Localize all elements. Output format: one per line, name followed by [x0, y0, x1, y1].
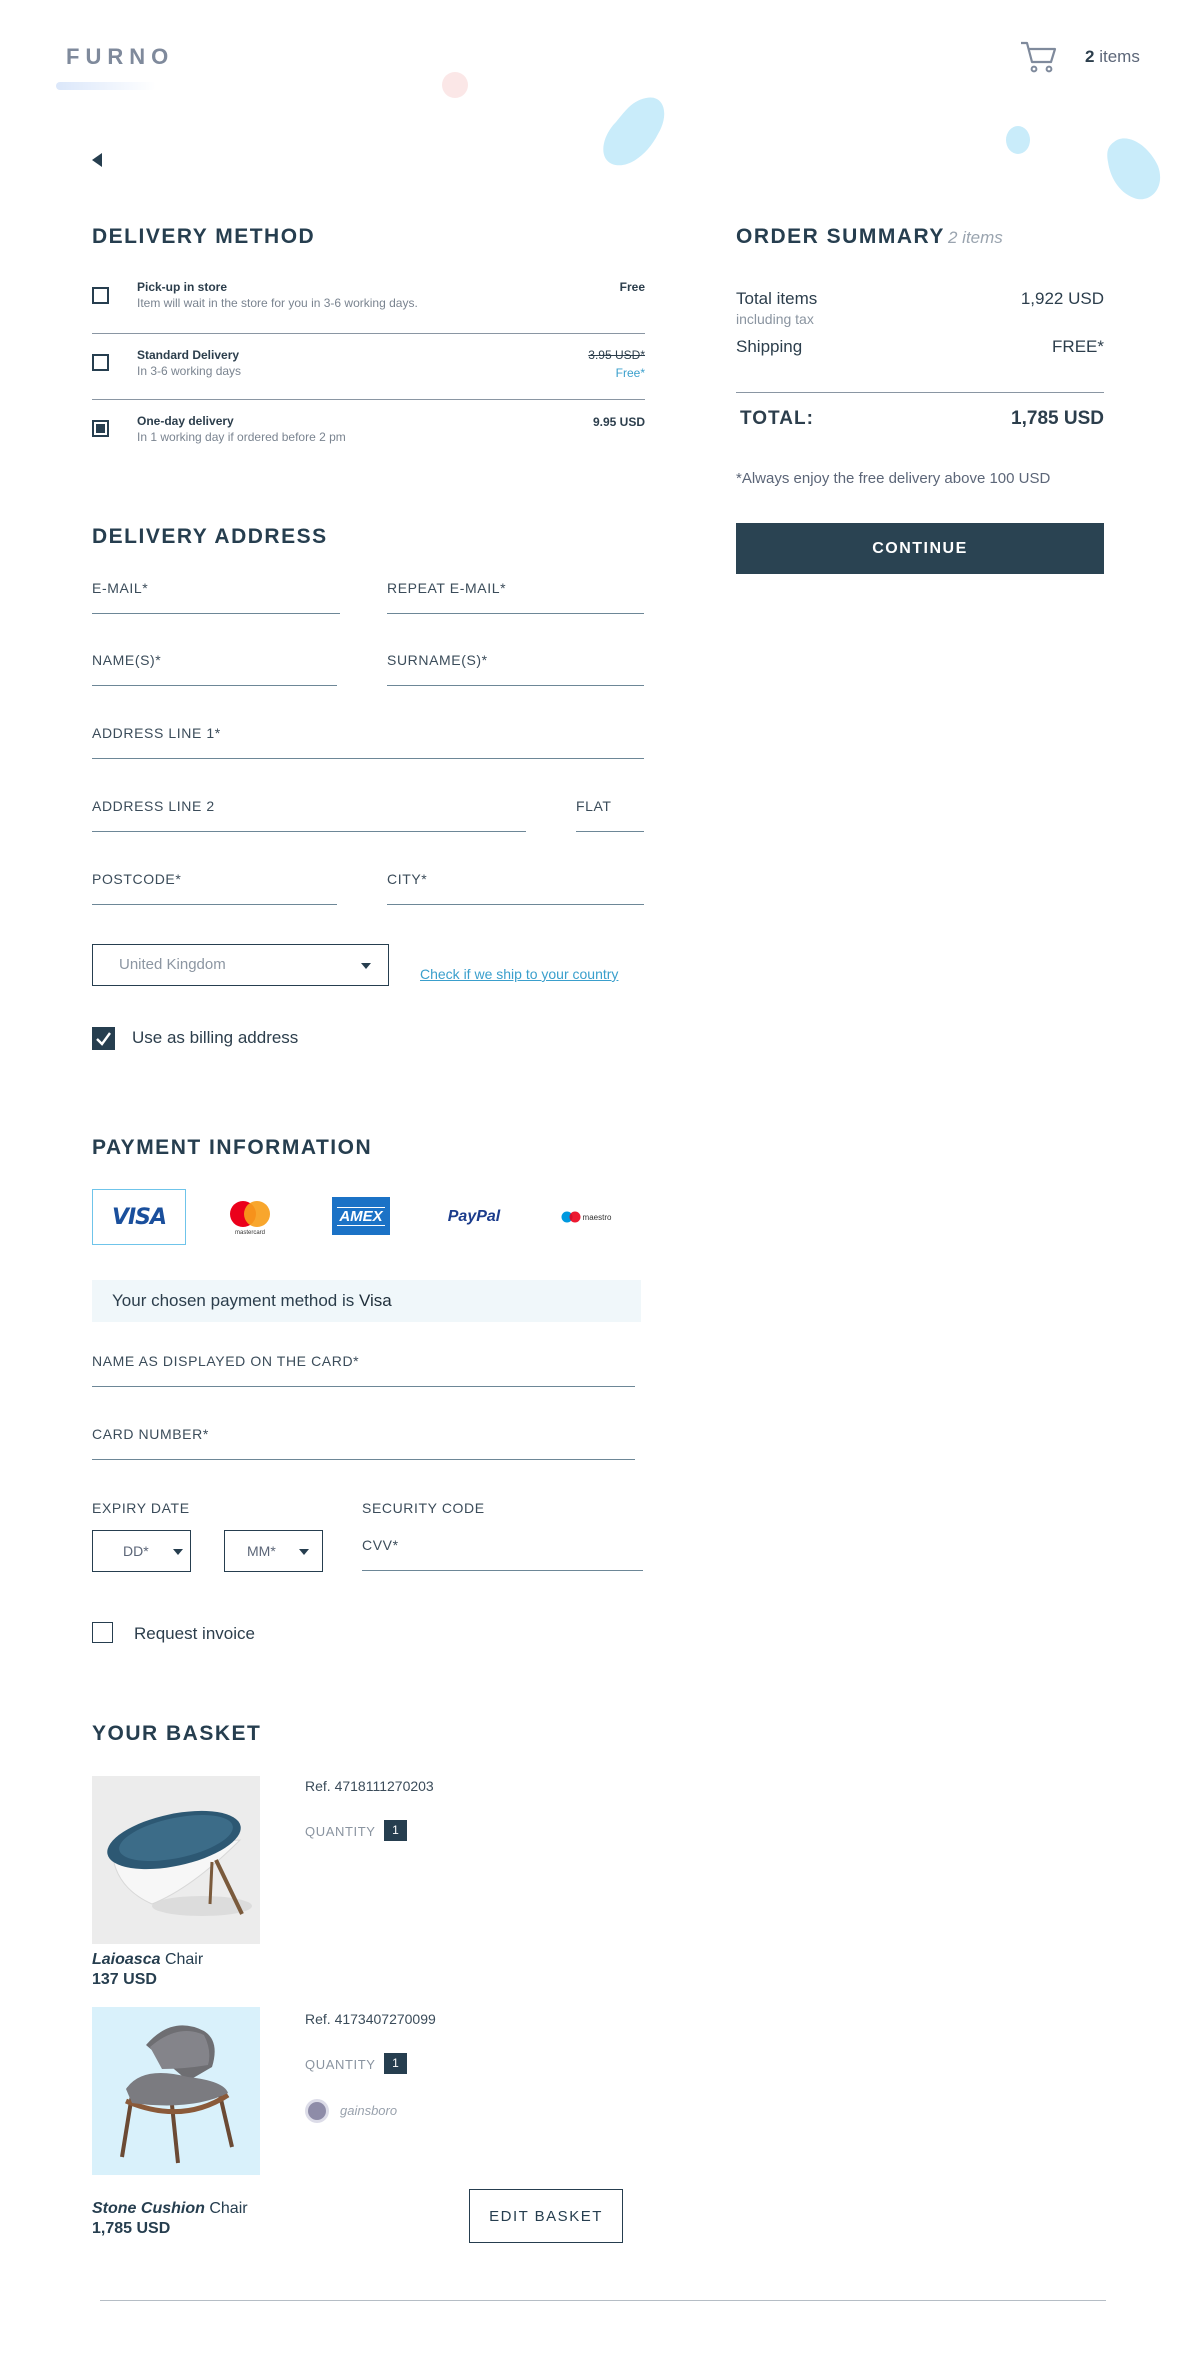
basket-item-ref: Ref. 4173407270099 [305, 2011, 436, 2027]
cvv-field[interactable] [362, 1537, 643, 1571]
expiry-day-value: DD* [123, 1543, 149, 1559]
basket-title: YOUR BASKET [92, 1722, 262, 1745]
city-field[interactable] [387, 871, 644, 905]
card-number-label: CARD NUMBER* [92, 1426, 209, 1442]
postcode-label: POSTCODE* [92, 871, 182, 887]
chair-product-image[interactable] [92, 2007, 260, 2175]
total-items-value: 1,922 USD [1020, 289, 1104, 308]
tax-note: including tax [736, 311, 814, 327]
names-label: NAME(S)* [92, 652, 162, 668]
standard-checkbox[interactable] [92, 354, 109, 371]
postcode-field[interactable] [92, 871, 337, 905]
total-label: TOTAL: [740, 408, 814, 429]
delivery-method-title: DELIVERY METHOD [92, 225, 316, 248]
total-value: 1,785 USD [1011, 408, 1104, 429]
option-old-price: 3.95 USD* [588, 348, 645, 362]
invoice-label: Request invoice [134, 1624, 255, 1643]
quantity-label: QUANTITY [305, 2057, 376, 2072]
option-description: In 1 working day if ordered before 2 pm [137, 430, 346, 444]
address-line1-label: ADDRESS LINE 1* [92, 725, 221, 741]
total-items-label: Total items [736, 289, 818, 308]
cart-count[interactable] [1085, 47, 1140, 67]
delivery-address-title: DELIVERY ADDRESS [92, 525, 328, 548]
basket-item-price: 1,785 USD [92, 2220, 171, 2237]
security-code-label: SECURITY CODE [362, 1500, 485, 1516]
back-arrow-icon[interactable] [92, 153, 104, 167]
quantity-value[interactable]: 1 [384, 1820, 407, 1841]
billing-label: Use as billing address [132, 1028, 299, 1047]
option-description: In 3-6 working days [137, 364, 242, 378]
repeat-email-label: REPEAT E-MAIL* [387, 580, 507, 596]
item-name-rest: Chair [209, 2200, 248, 2217]
amex-option[interactable] [332, 1197, 390, 1235]
flat-label: FLAT [576, 798, 612, 814]
color-swatch[interactable] [308, 2102, 326, 2120]
visa-card-option[interactable] [92, 1189, 186, 1245]
chosen-prefix: Your chosen payment method is [112, 1291, 355, 1310]
footer-divider [100, 2300, 1106, 2301]
card-name-label: NAME AS DISPLAYED ON THE CARD* [92, 1353, 360, 1369]
amex-logo: AMEX [339, 1207, 383, 1225]
option-name: Standard Delivery [137, 348, 240, 362]
flat-field[interactable] [576, 798, 644, 832]
option-price: 9.95 USD [592, 415, 645, 429]
option-price: Free* [615, 366, 645, 380]
checkmark-icon [92, 1027, 115, 1050]
card-name-field[interactable] [92, 1353, 635, 1387]
item-name-italic: Laioasca [92, 1951, 161, 1968]
expiry-month-select[interactable] [224, 1530, 323, 1572]
expiry-date-label: EXPIRY DATE [92, 1500, 190, 1516]
order-summary-count: 2 items [948, 228, 1003, 247]
address-line2-label: ADDRESS LINE 2 [92, 798, 215, 814]
continue-button[interactable]: CONTINUE [736, 523, 1104, 574]
country-select[interactable] [92, 944, 389, 986]
color-swatch-label: gainsboro [340, 2103, 398, 2118]
brand-logo[interactable]: FURNO [66, 44, 175, 69]
logo-underline [56, 82, 156, 90]
summary-divider [736, 392, 1104, 393]
email-field[interactable] [92, 580, 340, 614]
payment-title: PAYMENT INFORMATION [92, 1136, 373, 1159]
surnames-label: SURNAME(S)* [387, 652, 488, 668]
decorative-blob [1104, 136, 1164, 204]
pickup-checkbox[interactable] [92, 287, 109, 304]
quantity-label: QUANTITY [305, 1824, 376, 1839]
item-name-italic: Stone Cushion [92, 2200, 205, 2217]
basket-item-ref: Ref. 4718111270203 [305, 1778, 434, 1794]
basket-item-name [92, 2200, 248, 2218]
billing-checkbox[interactable] [92, 1027, 115, 1050]
free-delivery-note: *Always enjoy the free delivery above 100 USD [736, 470, 1051, 487]
chair-product-image[interactable] [92, 1776, 260, 1944]
chevron-down-icon [361, 963, 371, 969]
mastercard-logo-icon [226, 1199, 274, 1229]
chevron-down-icon [299, 1549, 309, 1555]
repeat-email-field[interactable] [387, 580, 644, 614]
item-name-rest: Chair [164, 1951, 204, 1968]
chosen-method: Visa [358, 1291, 392, 1310]
delivery-option-one-day[interactable] [92, 400, 645, 466]
chosen-payment-text [112, 1291, 392, 1311]
delivery-option-pickup[interactable] [92, 268, 645, 334]
address-line2-field[interactable] [92, 798, 526, 832]
one-day-checkbox[interactable] [92, 420, 109, 437]
paypal-logo: PayPal [447, 1208, 501, 1225]
mastercard-label: mastercard [234, 1229, 265, 1236]
option-name: One-day delivery [137, 414, 234, 428]
cart-items-label: items [1099, 47, 1140, 66]
city-label: CITY* [387, 871, 428, 887]
address-line1-field[interactable] [92, 725, 644, 759]
mastercard-option[interactable] [218, 1189, 282, 1245]
quantity-value[interactable]: 1 [384, 2053, 407, 2074]
maestro-logo-icon [561, 1211, 581, 1223]
option-name: Pick-up in store [137, 280, 228, 294]
basket-item-name [92, 1951, 203, 1969]
decorative-blob [440, 70, 470, 100]
basket-item-price: 137 USD [92, 1971, 157, 1988]
option-description: Item will wait in the store for you in 3-6 working days. [137, 296, 418, 310]
email-label: E-MAIL* [92, 580, 149, 596]
chosen-payment-banner [92, 1280, 641, 1322]
shipping-label: Shipping [736, 337, 803, 356]
decorative-blob [598, 96, 670, 170]
card-number-field[interactable] [92, 1426, 635, 1460]
expiry-month-value: MM* [247, 1543, 276, 1559]
maestro-label: maestro [582, 1212, 612, 1222]
option-price: Free [619, 280, 645, 294]
shopping-cart-icon[interactable] [1020, 40, 1058, 74]
paypal-option[interactable] [438, 1189, 510, 1245]
expiry-day-select[interactable] [92, 1530, 191, 1572]
visa-logo: VISA [111, 1204, 167, 1230]
maestro-option[interactable] [554, 1189, 618, 1245]
delivery-option-standard[interactable] [92, 334, 645, 400]
decorative-blob [1004, 124, 1032, 156]
shipping-value: FREE* [1052, 337, 1104, 356]
ship-check-link[interactable]: Check if we ship to your country [420, 966, 619, 982]
order-summary-title: ORDER SUMMARY [736, 225, 945, 248]
invoice-checkbox[interactable] [92, 1622, 113, 1643]
names-field[interactable] [92, 652, 337, 686]
surnames-field[interactable] [387, 652, 644, 686]
country-value: United Kingdom [119, 956, 226, 973]
cvv-label: CVV* [362, 1537, 399, 1553]
cart-count-number: 2 [1085, 47, 1095, 66]
edit-basket-button[interactable]: EDIT BASKET [469, 2189, 623, 2243]
chevron-down-icon [173, 1549, 183, 1555]
